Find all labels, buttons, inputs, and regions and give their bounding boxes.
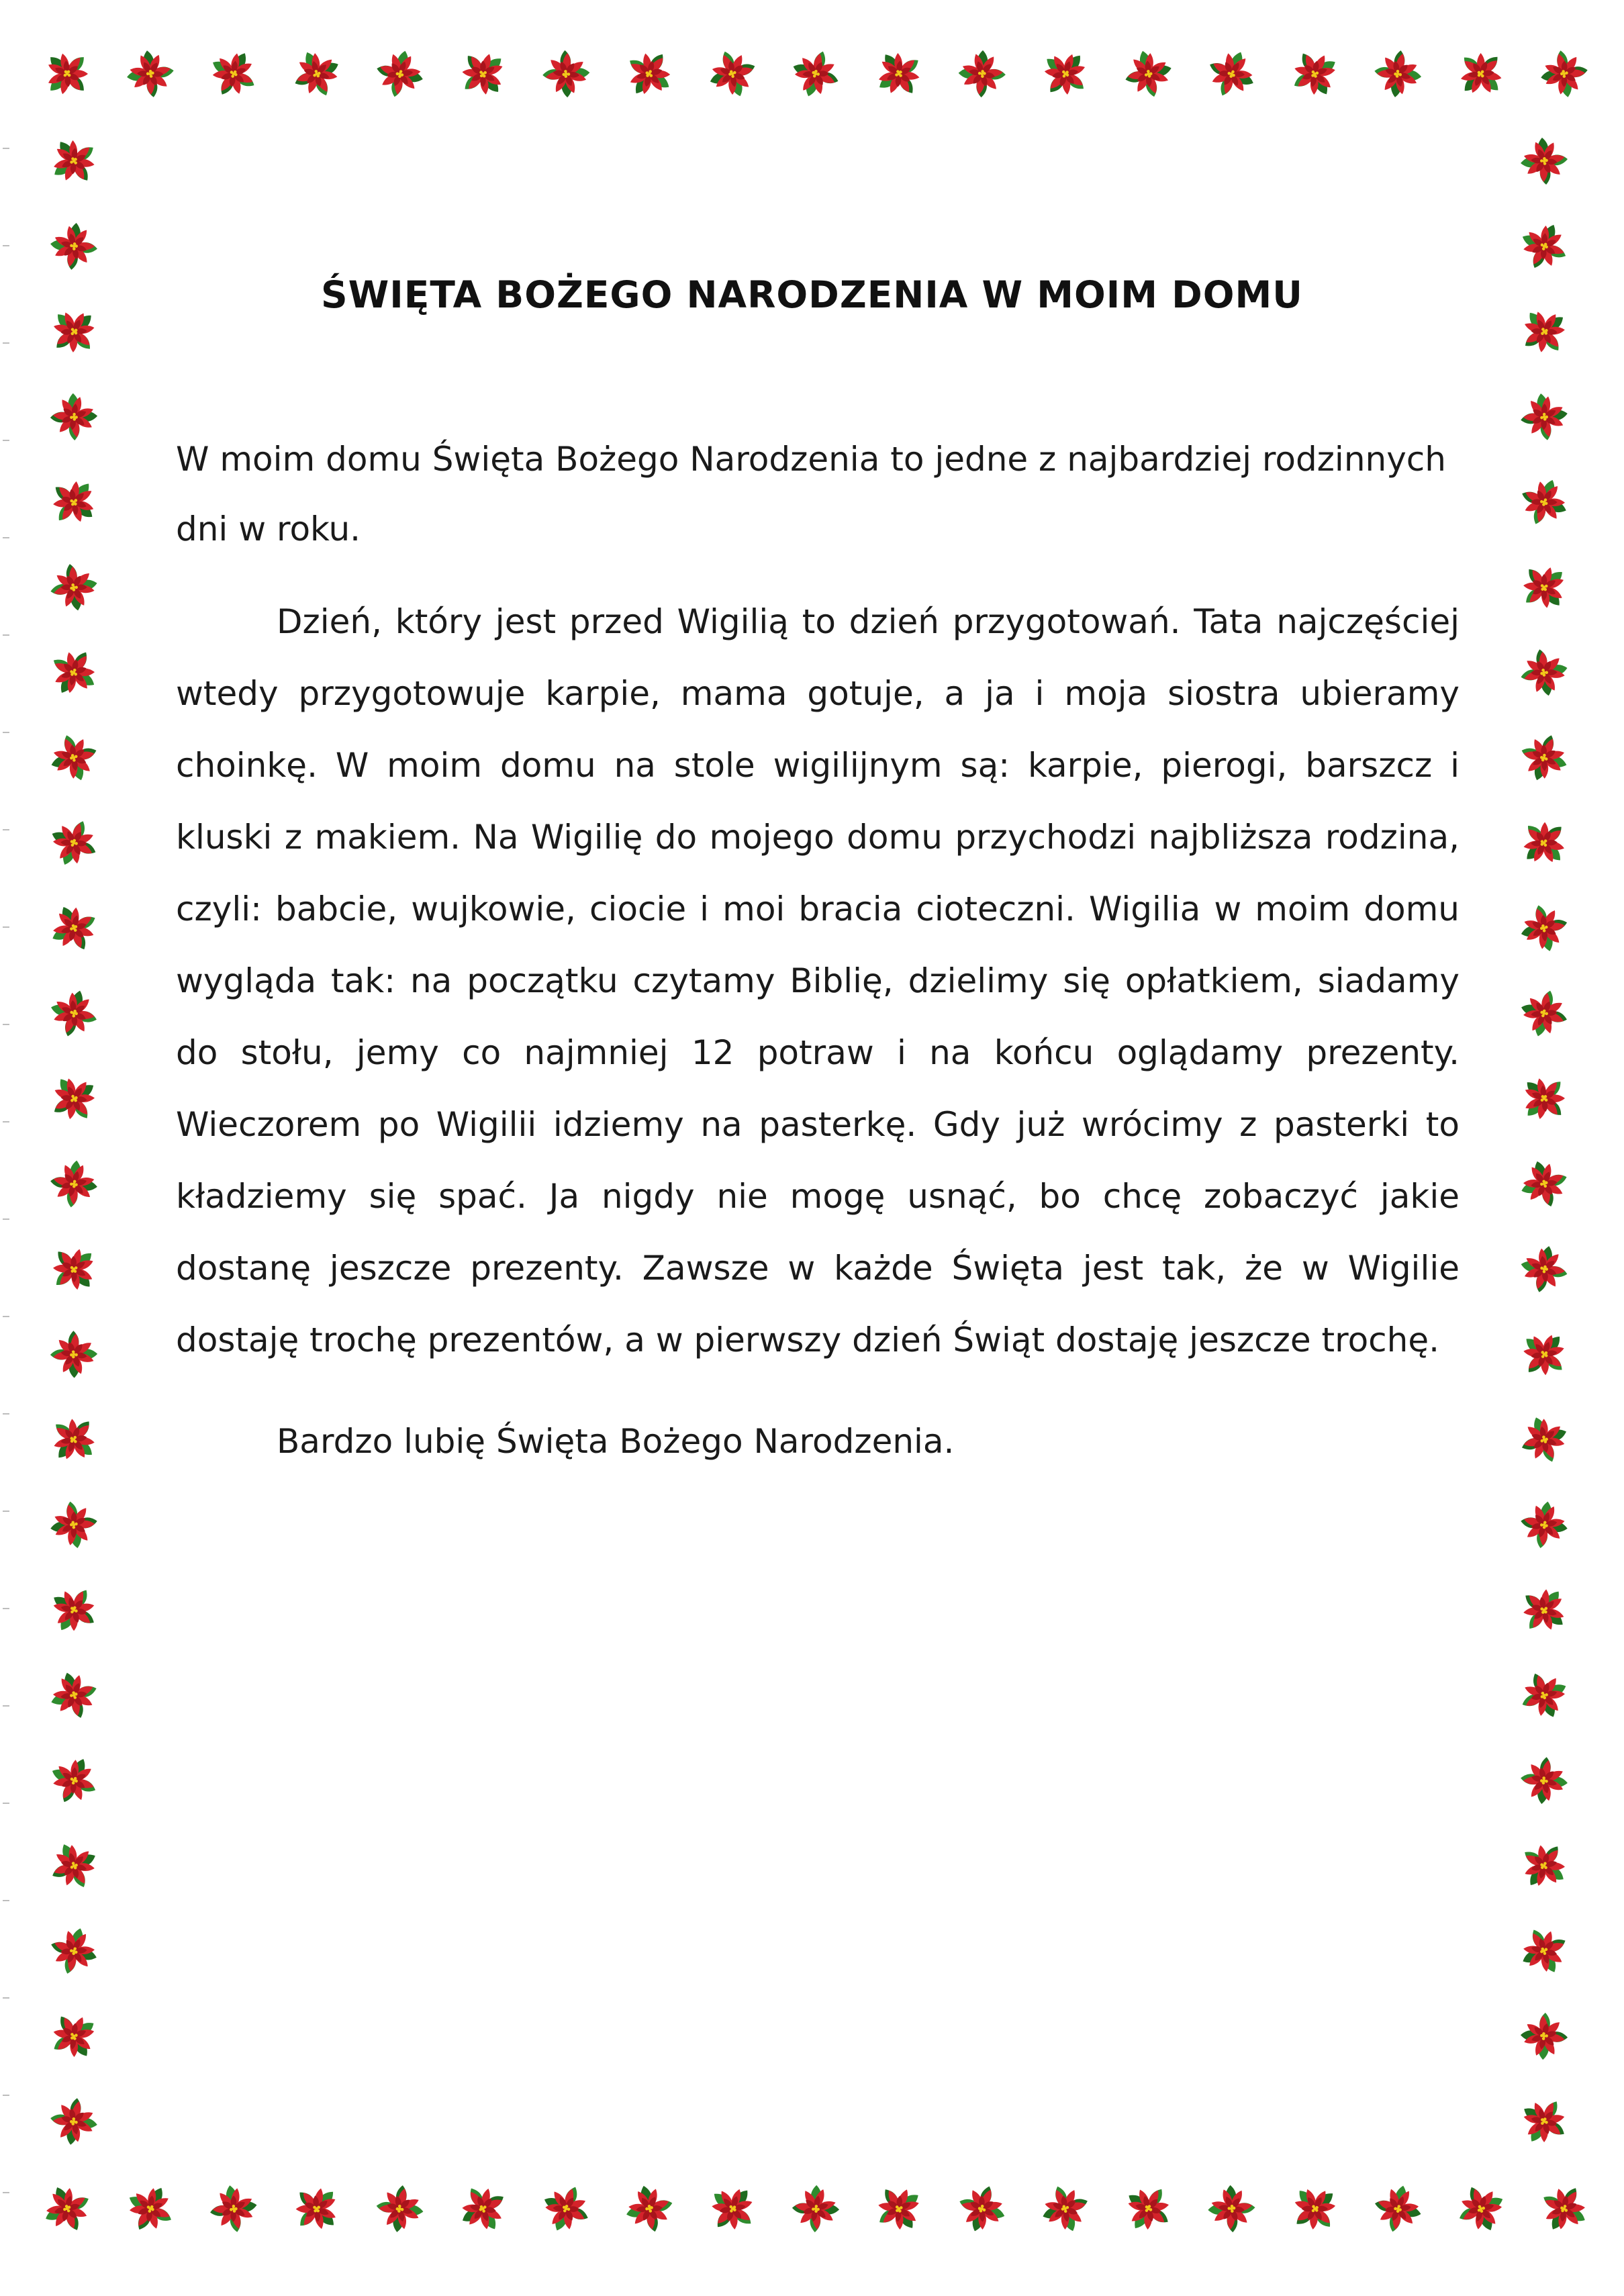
poinsettia-flower-icon [48, 902, 101, 955]
poinsettia-flower-icon [788, 46, 844, 102]
scan-tick [3, 440, 9, 441]
poinsettia-flower-icon [44, 1325, 103, 1384]
poinsettia-flower-icon [1515, 900, 1573, 957]
poinsettia-flower-icon [1535, 44, 1594, 103]
poinsettia-flower-icon [1515, 388, 1573, 446]
poinsettia-flower-icon [1516, 1412, 1572, 1467]
poinsettia-flower-icon [1042, 51, 1088, 97]
poinsettia-flower-icon [371, 45, 429, 103]
scan-tick [3, 1316, 9, 1317]
poinsettia-flower-icon [44, 2092, 103, 2150]
page-title: ŚWIĘTA BOŻEGO NARODZENIA W MOIM DOMU [321, 273, 1303, 316]
scan-tick [3, 1997, 9, 1999]
poinsettia-flower-icon [46, 1923, 102, 1980]
poinsettia-flower-icon [1517, 1668, 1571, 1722]
poinsettia-flower-icon [44, 387, 103, 446]
poinsettia-flower-icon [1368, 44, 1427, 103]
poinsettia-flower-icon [1515, 1751, 1574, 1809]
poinsettia-flower-icon [45, 558, 103, 616]
poinsettia-flower-icon [51, 1417, 97, 1462]
poinsettia-flower-icon [1516, 1155, 1572, 1212]
poinsettia-flower-icon [47, 816, 101, 870]
poinsettia-flower-icon [621, 2180, 678, 2238]
poinsettia-flower-icon [1289, 48, 1340, 100]
poinsettia-flower-icon [461, 51, 506, 97]
poinsettia-flower-icon [122, 45, 180, 103]
poinsettia-flower-icon [1202, 2179, 1261, 2238]
poinsettia-flower-icon [1515, 2007, 1574, 2066]
poinsettia-flower-icon [295, 2187, 338, 2230]
scan-tick [3, 1121, 9, 1122]
poinsettia-flower-icon [46, 1667, 102, 1724]
poinsettia-flower-icon [1369, 2180, 1427, 2238]
poinsettia-flower-icon [51, 479, 97, 525]
poinsettia-flower-icon [1515, 643, 1573, 702]
poinsettia-flower-icon [1292, 2187, 1337, 2232]
scan-tick [3, 2095, 9, 2096]
scan-margin-marks [0, 0, 13, 2296]
poinsettia-flower-icon [1519, 2096, 1569, 2146]
poinsettia-flower-icon [1454, 2181, 1508, 2236]
scan-tick [3, 1705, 9, 1707]
scan-tick [3, 1803, 9, 1804]
poinsettia-flower-icon [536, 44, 595, 103]
poinsettia-flower-icon [1515, 1496, 1573, 1554]
poinsettia-flower-icon [44, 1155, 103, 1214]
poinsettia-flower-icon [48, 647, 99, 698]
poinsettia-flower-icon [47, 1754, 101, 1807]
essay-body [176, 424, 1460, 1478]
poinsettia-flower-icon [1517, 475, 1572, 530]
scan-tick [3, 1900, 9, 1901]
poinsettia-flower-icon [45, 985, 102, 1042]
scan-tick [3, 342, 9, 344]
scan-tick [3, 1511, 9, 1512]
paragraph-intro: W moim domu Święta Bożego Narodzenia to jedne z najbardziej rodzinnych dni w roku. [176, 440, 1446, 548]
poinsettia-flower-icon [1522, 822, 1566, 865]
poinsettia-flower-icon [875, 2185, 922, 2234]
scan-tick [3, 1608, 9, 1609]
poinsettia-flower-icon [1521, 1333, 1566, 1377]
poinsettia-flower-icon [875, 50, 922, 99]
poinsettia-flower-icon [47, 52, 88, 95]
poinsettia-flower-icon [1204, 46, 1259, 101]
poinsettia-flower-icon [1520, 1841, 1569, 1889]
poinsettia-flower-icon [704, 46, 761, 101]
poinsettia-flower-icon [1517, 220, 1572, 273]
poinsettia-flower-icon [1125, 2184, 1173, 2234]
poinsettia-flower-icon [45, 1496, 103, 1554]
poinsettia-flower-icon [457, 2183, 509, 2234]
poinsettia-flower-icon [46, 730, 102, 785]
poinsettia-flower-icon [539, 2181, 593, 2236]
poinsettia-flower-icon [1515, 1241, 1573, 1298]
poinsettia-flower-icon [1120, 46, 1178, 103]
poinsettia-flower-icon [710, 2186, 756, 2232]
poinsettia-flower-icon [1516, 985, 1573, 1042]
poinsettia-flower-icon [50, 137, 98, 186]
poinsettia-flower-icon [1521, 1586, 1567, 1633]
poinsettia-flower-icon [47, 1839, 101, 1893]
scan-tick [3, 926, 9, 928]
poinsettia-flower-icon [786, 2179, 845, 2238]
poinsettia-flower-icon [1523, 1077, 1566, 1120]
scan-tick [3, 245, 9, 246]
poinsettia-flower-icon [1037, 2181, 1094, 2236]
poinsettia-flower-icon [49, 1585, 99, 1635]
poinsettia-flower-icon [1521, 565, 1566, 610]
poinsettia-flower-icon [52, 1247, 95, 1291]
poinsettia-flower-icon [49, 1075, 99, 1123]
poinsettia-flower-icon [44, 217, 103, 275]
scan-tick [3, 1413, 9, 1415]
scan-tick [3, 1024, 9, 1025]
poinsettia-flower-icon [41, 2182, 94, 2236]
paragraph-main: Dzień, który jest przed Wigilią to dzień przygotowań. Tata najczęściej wtedy przygotowuje karpie, mama gotuje, a ja i moja siostra ubieramy choinkę. W moim domu na stole wigilijnym są: karpie, pierogi, barszcz i kluski z makiem. Na Wigilię do mojego domu przychodzi najbliższa rodzina, czyli: babcie, wujkowie, ciocie i moi bracia cioteczni. Wigilia w moim domu wygląda tak: na początku czytamy Biblię, dzielimy się opłatkiem, siadamy do stołu, jemy co najmniej 12 potraw i na końcu oglądamy prezenty. Wieczorem po Wigilii idziemy na pasterkę. Gdy już wrócimy z pasterki to kładziemy się spać. Ja nigdy nie mogę usnąć, bo chcę zobaczyć jakie dostanę jeszcze prezenty. Zawsze w każde Święta jest tak, że w Wigilie dostaję trochę prezentów, a w pierwszy dzień Świąt dostaję jeszcze trochę. [176, 602, 1460, 1359]
poinsettia-flower-icon [1538, 2183, 1590, 2234]
poinsettia-flower-icon [207, 48, 260, 99]
poinsettia-flower-icon [1460, 52, 1502, 95]
scan-tick [3, 148, 9, 149]
scan-tick [3, 2192, 9, 2193]
scan-tick [3, 732, 9, 733]
poinsettia-flower-icon [1517, 1925, 1571, 1978]
poinsettia-flower-icon [1515, 132, 1574, 191]
poinsettia-flower-icon [624, 50, 674, 98]
poinsettia-flower-icon [49, 2011, 98, 2061]
scan-tick [3, 537, 9, 538]
poinsettia-flower-icon [954, 2181, 1010, 2236]
poinsettia-flower-icon [289, 47, 344, 101]
poinsettia-flower-icon [204, 2180, 262, 2238]
poinsettia-flower-icon [124, 2183, 177, 2235]
paragraph-closing: Bardzo lubię Święta Bożego Narodzenia. [277, 1422, 955, 1461]
scan-tick [3, 634, 9, 636]
poinsettia-flower-icon [1516, 730, 1572, 785]
poinsettia-flower-icon [52, 310, 95, 353]
scan-tick [3, 1218, 9, 1220]
poinsettia-flower-icon [953, 44, 1012, 103]
scan-tick [3, 829, 9, 830]
poinsettia-flower-icon [371, 2179, 430, 2238]
